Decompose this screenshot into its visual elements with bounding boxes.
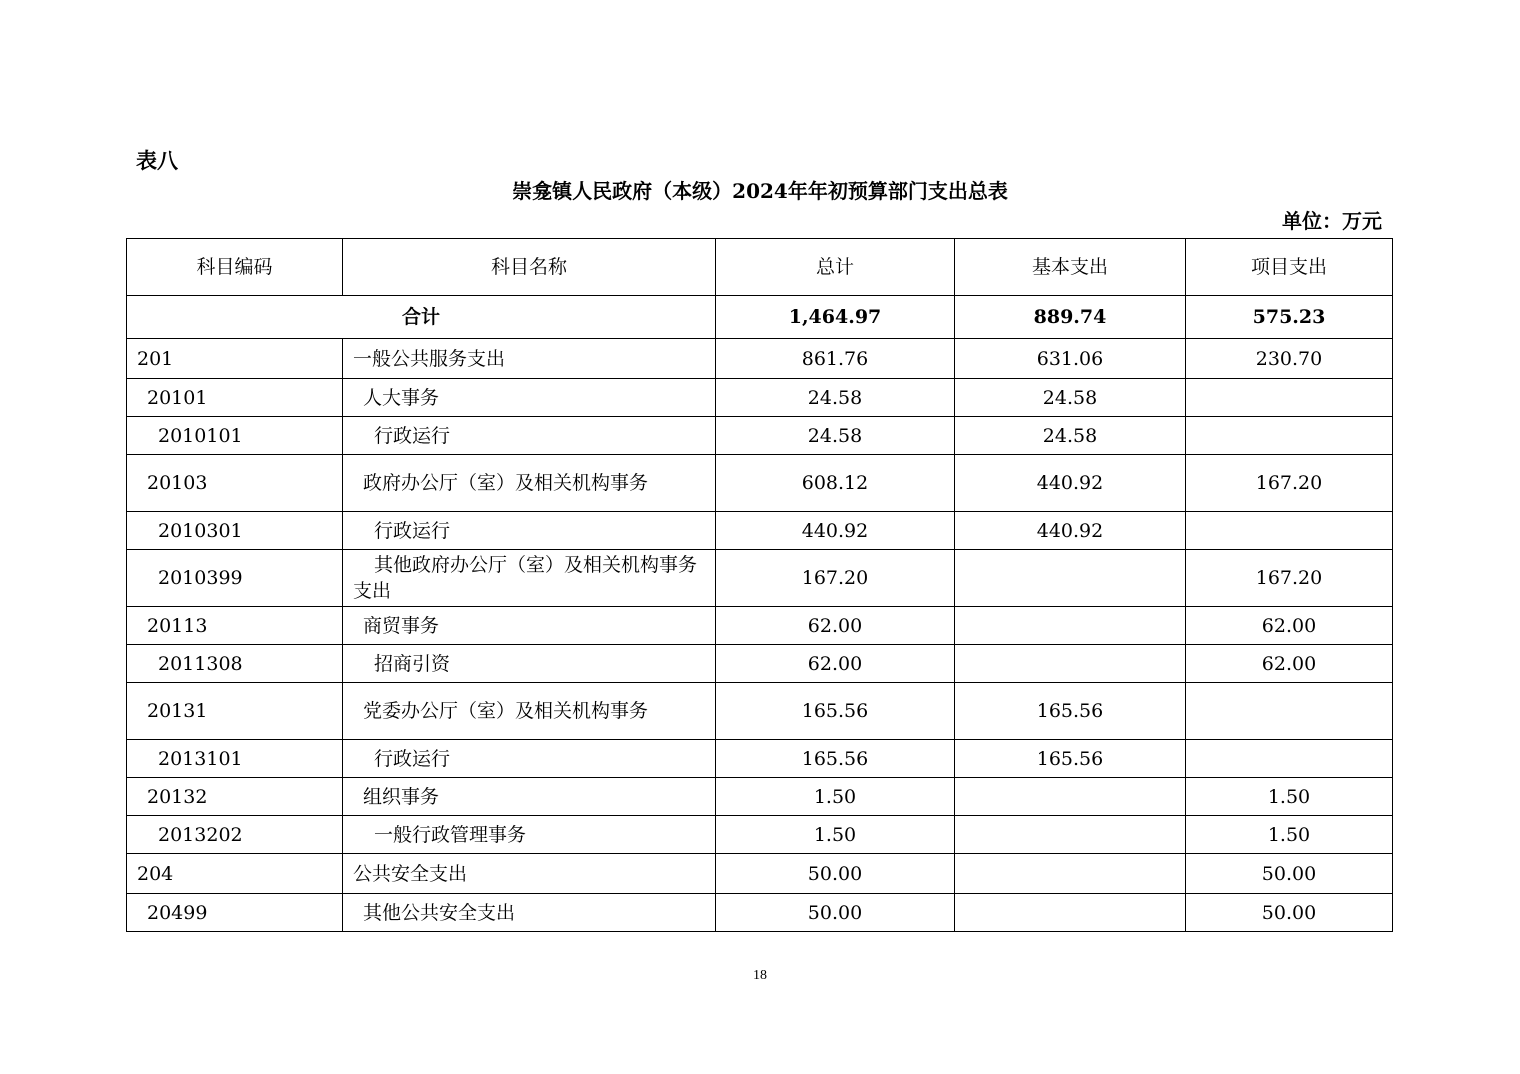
- row-name: 其他公共安全支出: [343, 894, 716, 932]
- row-code: 2010101: [127, 417, 343, 455]
- row-name: 招商引资: [343, 645, 716, 683]
- row-total: 608.12: [716, 455, 955, 512]
- row-basic: [955, 645, 1186, 683]
- table-row: [127, 854, 1393, 894]
- row-total: 1.50: [716, 778, 955, 816]
- header-basic-expenditure: 基本支出: [955, 239, 1186, 296]
- row-total: 50.00: [716, 854, 955, 894]
- table-row: [127, 550, 1393, 607]
- table-row: [127, 740, 1393, 778]
- total-project: 575.23: [1186, 296, 1393, 339]
- row-total: 165.56: [716, 683, 955, 740]
- budget-expenditure-table: [126, 238, 1393, 932]
- row-basic: 24.58: [955, 379, 1186, 417]
- row-project: 50.00: [1186, 894, 1393, 932]
- row-code: 20499: [127, 894, 343, 932]
- row-code: 20101: [127, 379, 343, 417]
- row-total: 62.00: [716, 645, 955, 683]
- row-basic: [955, 550, 1186, 607]
- row-name: 行政运行: [343, 417, 716, 455]
- row-total: 24.58: [716, 417, 955, 455]
- row-project: [1186, 683, 1393, 740]
- table-row: [127, 512, 1393, 550]
- unit-label: 单位：万元: [1282, 209, 1382, 233]
- table-row: [127, 683, 1393, 740]
- row-total: 62.00: [716, 607, 955, 645]
- row-code: 20113: [127, 607, 343, 645]
- row-project: [1186, 379, 1393, 417]
- row-project: 167.20: [1186, 455, 1393, 512]
- row-total: 440.92: [716, 512, 955, 550]
- row-basic: 165.56: [955, 740, 1186, 778]
- row-total: 861.76: [716, 339, 955, 379]
- row-project: 62.00: [1186, 645, 1393, 683]
- table-row: [127, 645, 1393, 683]
- table-label: 表八: [136, 148, 178, 173]
- row-basic: 165.56: [955, 683, 1186, 740]
- row-name: 行政运行: [343, 512, 716, 550]
- table-row: [127, 339, 1393, 379]
- row-basic: 440.92: [955, 512, 1186, 550]
- table-row: [127, 417, 1393, 455]
- header-project-expenditure: 项目支出: [1186, 239, 1393, 296]
- row-code: 2010399: [127, 550, 343, 607]
- row-basic: [955, 894, 1186, 932]
- row-code: 20131: [127, 683, 343, 740]
- table-row: [127, 778, 1393, 816]
- row-basic: 24.58: [955, 417, 1186, 455]
- row-name: 商贸事务: [343, 607, 716, 645]
- total-sum: 1,464.97: [716, 296, 955, 339]
- table-row: [127, 816, 1393, 854]
- row-basic: 440.92: [955, 455, 1186, 512]
- total-basic: 889.74: [955, 296, 1186, 339]
- row-project: 1.50: [1186, 778, 1393, 816]
- row-project: 62.00: [1186, 607, 1393, 645]
- row-project: 230.70: [1186, 339, 1393, 379]
- row-name: 人大事务: [343, 379, 716, 417]
- row-name: 公共安全支出: [343, 854, 716, 894]
- row-total: 165.56: [716, 740, 955, 778]
- row-code: 2011308: [127, 645, 343, 683]
- table-row: [127, 894, 1393, 932]
- row-name: 一般公共服务支出: [343, 339, 716, 379]
- row-basic: 631.06: [955, 339, 1186, 379]
- row-total: 24.58: [716, 379, 955, 417]
- row-name: 组织事务: [343, 778, 716, 816]
- row-code: 2013202: [127, 816, 343, 854]
- row-basic: [955, 816, 1186, 854]
- row-project: [1186, 512, 1393, 550]
- row-project: [1186, 740, 1393, 778]
- table-row: [127, 607, 1393, 645]
- page-number: 18: [753, 968, 767, 983]
- row-name: 其他政府办公厅（室）及相关机构事务支出: [343, 550, 716, 607]
- header-subject-code: 科目编码: [127, 239, 343, 296]
- row-name: 政府办公厅（室）及相关机构事务: [343, 455, 716, 512]
- row-code: 201: [127, 339, 343, 379]
- header-subject-name: 科目名称: [343, 239, 716, 296]
- total-row: [127, 296, 1393, 339]
- row-code: 204: [127, 854, 343, 894]
- row-name: 一般行政管理事务: [343, 816, 716, 854]
- row-code: 20132: [127, 778, 343, 816]
- header-total: 总计: [716, 239, 955, 296]
- document-title: 崇龛镇人民政府（本级）2024年年初预算部门支出总表: [512, 179, 1008, 203]
- row-project: 1.50: [1186, 816, 1393, 854]
- row-total: 1.50: [716, 816, 955, 854]
- row-project: [1186, 417, 1393, 455]
- row-code: 2013101: [127, 740, 343, 778]
- table-row: [127, 455, 1393, 512]
- row-name: 行政运行: [343, 740, 716, 778]
- total-label: 合计: [127, 296, 716, 339]
- table-header-row: [127, 239, 1393, 296]
- row-code: 20103: [127, 455, 343, 512]
- row-code: 2010301: [127, 512, 343, 550]
- row-project: 50.00: [1186, 854, 1393, 894]
- row-basic: [955, 778, 1186, 816]
- row-project: 167.20: [1186, 550, 1393, 607]
- row-basic: [955, 854, 1186, 894]
- row-total: 50.00: [716, 894, 955, 932]
- row-basic: [955, 607, 1186, 645]
- table-row: [127, 379, 1393, 417]
- row-name: 党委办公厅（室）及相关机构事务: [343, 683, 716, 740]
- row-total: 167.20: [716, 550, 955, 607]
